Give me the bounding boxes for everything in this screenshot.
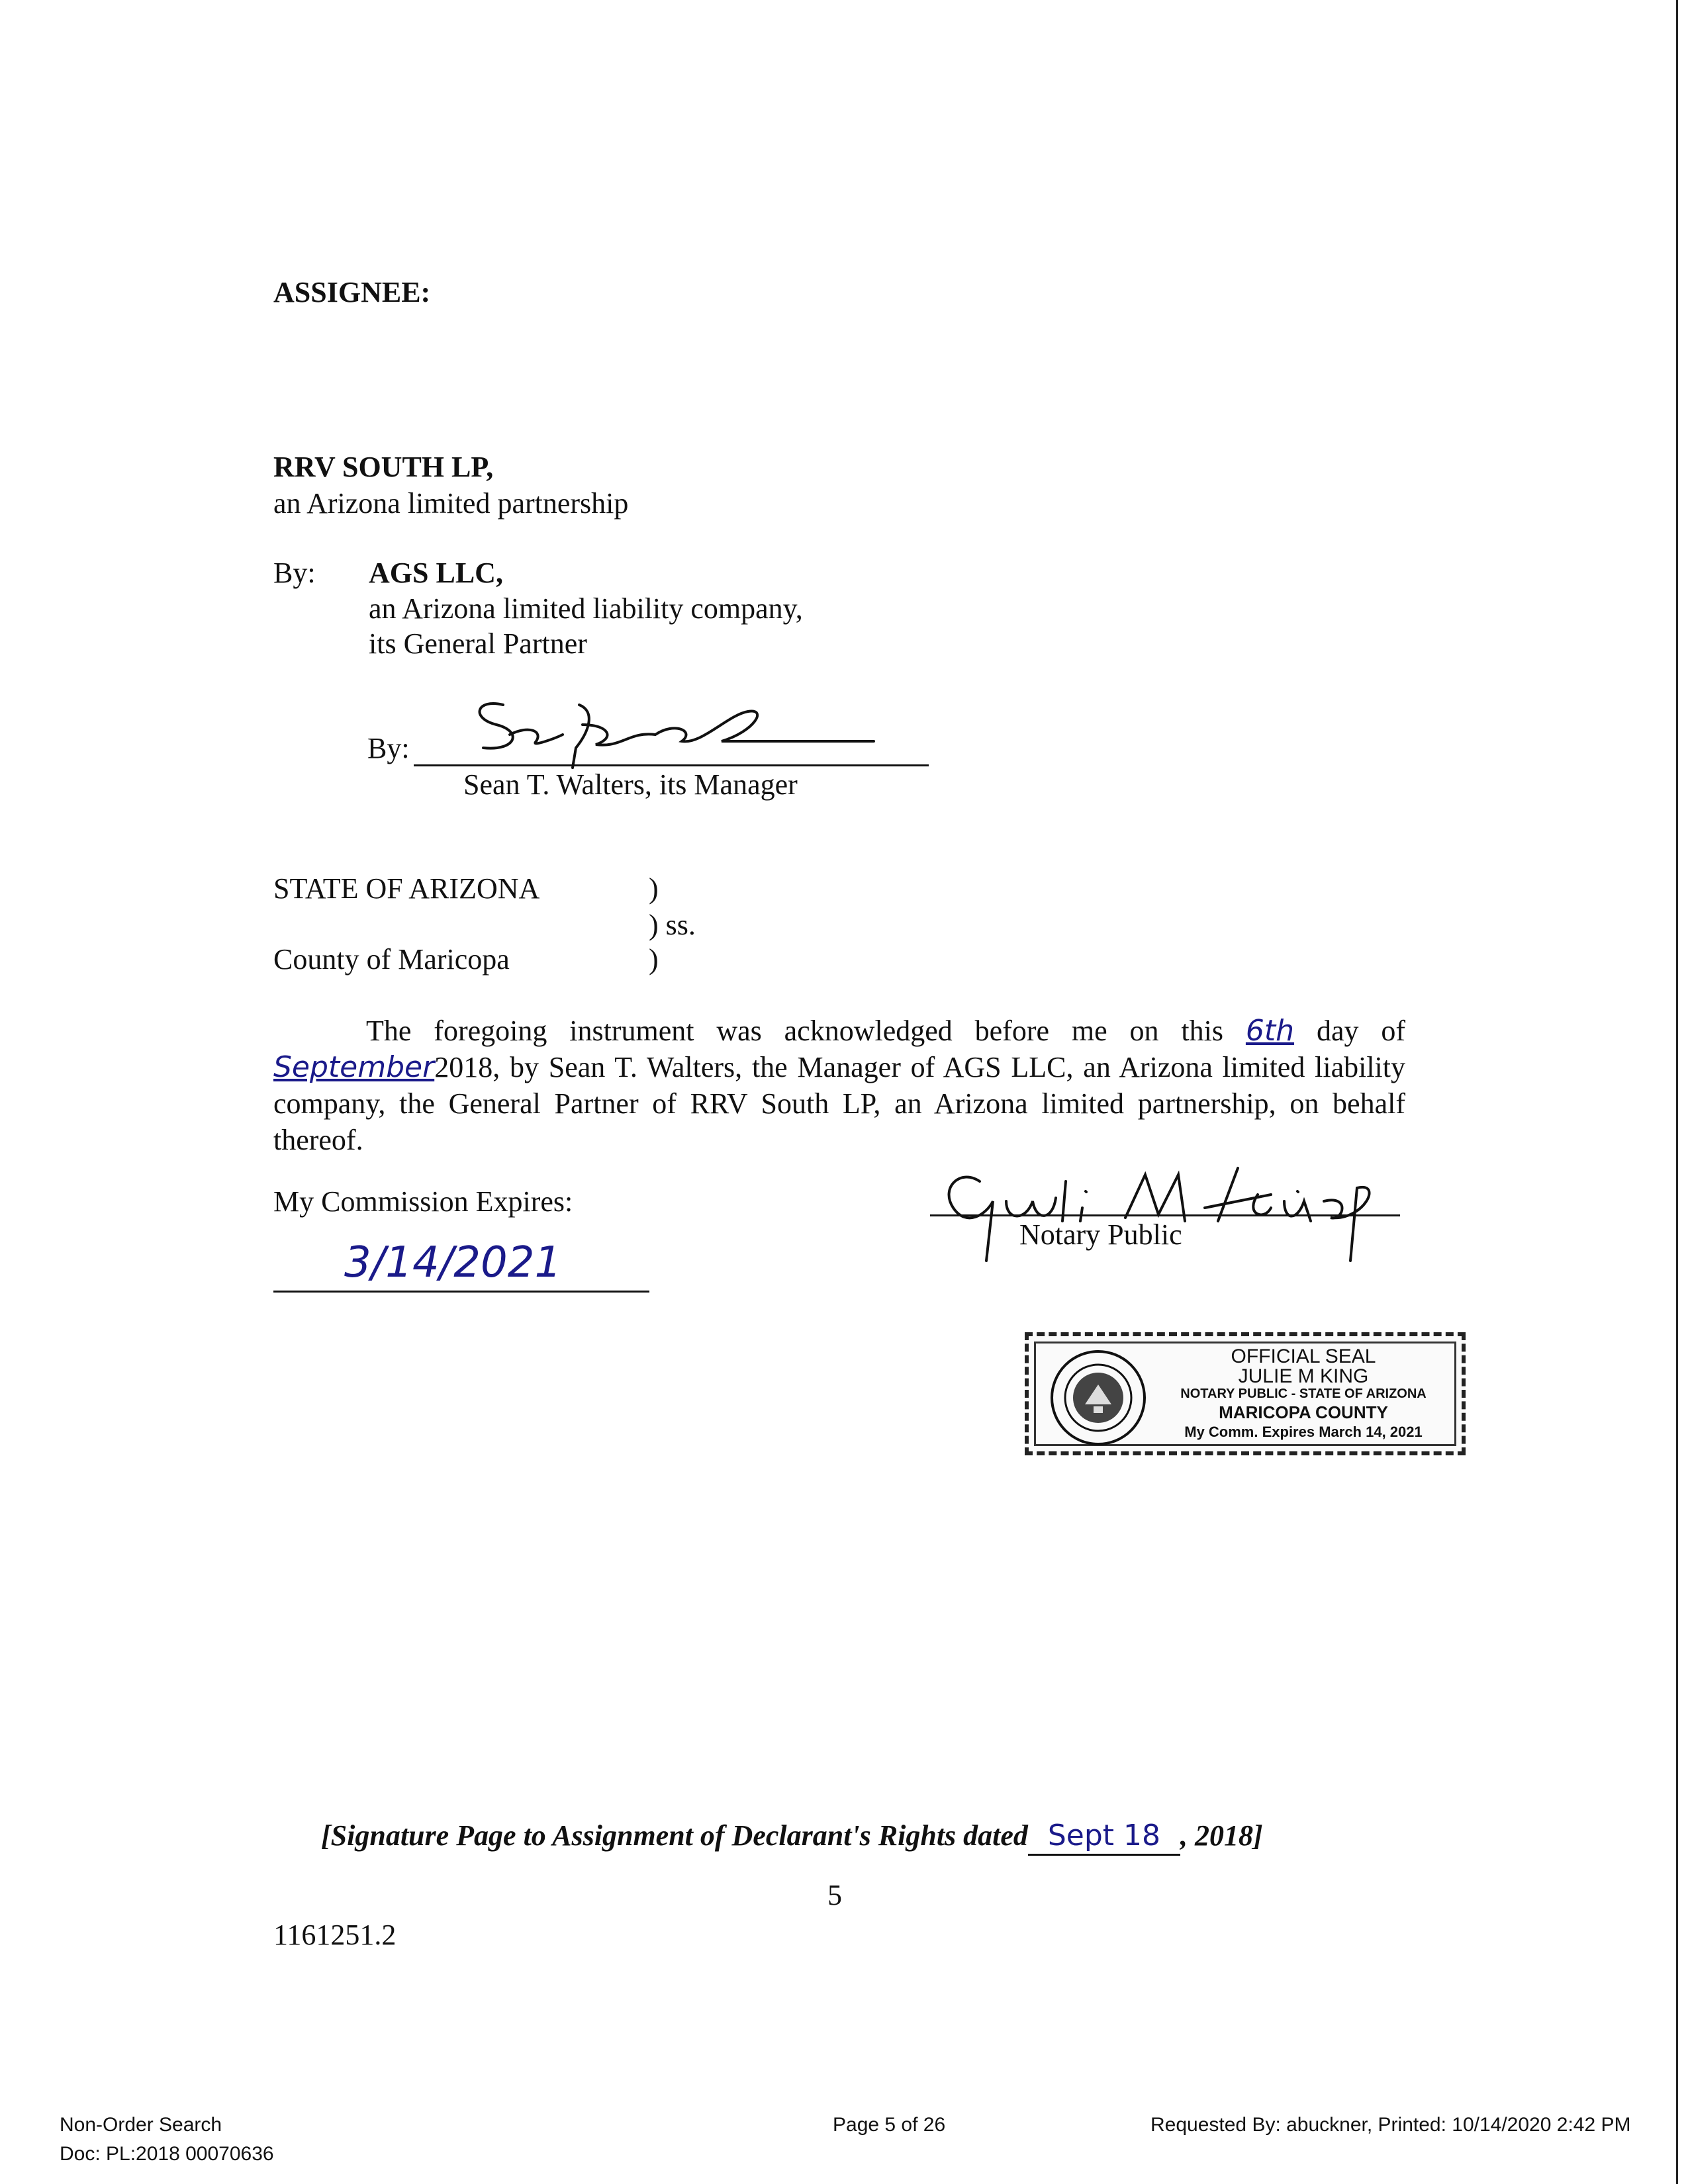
gp-description-2: its General Partner [369, 627, 587, 660]
venue-county: County of Maricopa [273, 943, 510, 976]
page-number: 5 [827, 1879, 842, 1911]
ack-part2: day of [1316, 1015, 1406, 1047]
ack-month-handwritten: September [273, 1050, 435, 1084]
signature-page-caption [321, 1819, 1263, 1856]
ack-part3: 2018, by Sean T. Walters, the Manager of AGS LLC, an Arizona limited liability company, the General Partner of RRV South LP, an Arizona limited partnership, on behalf thereof. [273, 1051, 1405, 1156]
venue-paren-3: ) [649, 943, 659, 976]
assignee-heading: ASSIGNEE: [273, 276, 431, 308]
signer-signature-line [414, 764, 929, 766]
seal-name: JULIE M KING [1238, 1365, 1369, 1387]
caption-prefix: [Signature Page to Assignment of Declarant's Rights dated [321, 1819, 1028, 1852]
footer-page-of: Page 5 of 26 [833, 2114, 946, 2136]
ack-part1: The foregoing instrument was acknowledged before me on this [366, 1015, 1224, 1047]
manager-signature [463, 685, 887, 771]
ack-day-handwritten: 6th [1245, 1014, 1295, 1048]
signer-by-label: By: [367, 732, 410, 764]
footer-doc-ref: Doc: PL:2018 00070636 [60, 2143, 274, 2165]
notary-signature-line [930, 1214, 1400, 1216]
document-number: 1161251.2 [273, 1919, 397, 1951]
entity-name: RRV SOUTH LP, [273, 451, 494, 483]
gp-description-1: an Arizona limited liability company, [369, 592, 803, 625]
gp-by-label: By: [273, 557, 316, 589]
venue-paren-1: ) [649, 872, 659, 905]
gp-name: AGS LLC, [369, 557, 503, 589]
commission-date-handwritten: 3/14/2021 [344, 1238, 562, 1287]
notary-label: Notary Public [1019, 1218, 1182, 1251]
entity-description: an Arizona limited partnership [273, 487, 629, 520]
commission-date-line [273, 1291, 649, 1293]
seal-line-3: NOTARY PUBLIC - STATE OF ARIZONA [1180, 1387, 1427, 1401]
venue-ss: ) ss. [649, 909, 696, 941]
scan-edge-line [1676, 0, 1678, 2184]
state-seal-emblem [1049, 1348, 1148, 1447]
footer-search-type: Non-Order Search [60, 2114, 222, 2136]
signer-name-title: Sean T. Walters, its Manager [463, 768, 798, 801]
footer-requested-by: Requested By: abuckner, Printed: 10/14/2020 2:42 PM [1150, 2114, 1631, 2136]
seal-title: OFFICIAL SEAL [1231, 1345, 1376, 1367]
official-seal-stamp [1025, 1332, 1466, 1455]
commission-label: My Commission Expires: [273, 1185, 573, 1218]
seal-line-4: MARICOPA COUNTY [1219, 1402, 1388, 1422]
caption-date-handwritten: Sept 18 [1028, 1819, 1180, 1856]
seal-line-5: My Comm. Expires March 14, 2021 [1184, 1424, 1423, 1440]
caption-suffix: , 2018] [1180, 1819, 1263, 1852]
venue-state: STATE OF ARIZONA [273, 872, 540, 905]
acknowledgment-paragraph [273, 1013, 1405, 1158]
